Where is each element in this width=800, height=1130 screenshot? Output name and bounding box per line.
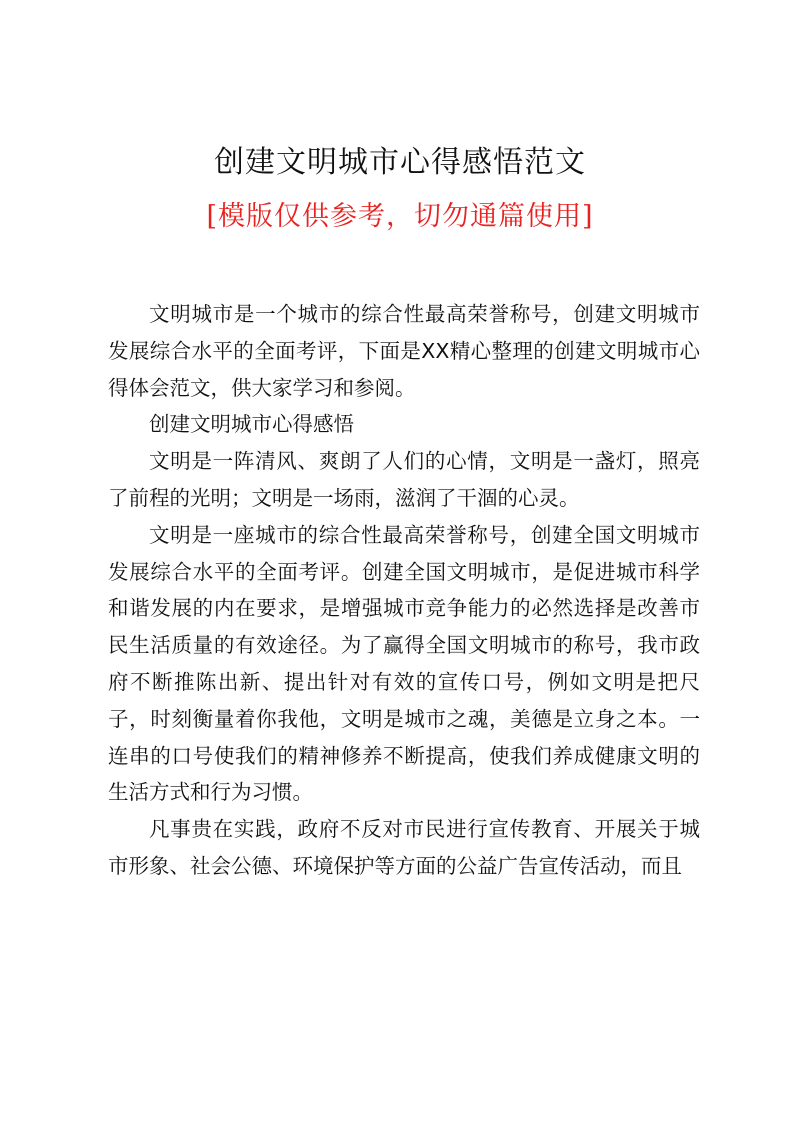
paragraph-intro: 文明城市是一个城市的综合性最高荣誉称号，创建文明城市发展综合水平的全面考评，下面是XX精心整理的创建文明城市心得体会范文，供大家学习和参阅。 bbox=[108, 302, 700, 400]
document-subtitle: [模版仅供参考，切勿通篇使用] bbox=[206, 201, 594, 232]
paragraph-city-honor: 文明是一座城市的综合性最高荣誉称号，创建全国文明城市发展综合水平的全面考评。创建全国文明城市，是促进城市科学和谐发展的内在要求，是增强城市竞争能力的必然选择是改善市民生活质量的有效途径。为了赢得全国文明城市的称号，我市政府不断推陈出新、提出针对有效的宣传口号，例如文明是把尺子，时刻衡量着你我他，文明是城市之魂，美德是立身之本。一连串的口号使我们的精神修养不断提高，使我们养成健康文明的生活方式和行为习惯。 bbox=[108, 522, 700, 805]
document-body bbox=[108, 296, 700, 885]
paragraph-breeze: 文明是一阵清风、爽朗了人们的心情，文明是一盏灯，照亮了前程的光明；文明是一场雨，滋润了干涸的心灵。 bbox=[108, 449, 700, 510]
paragraph-practice: 凡事贵在实践，政府不反对市民进行宣传教育、开展关于城市形象、社会公德、环境保护等方面的公益广告宣传活动，而且 bbox=[108, 817, 700, 878]
section-heading: 创建文明城市心得感悟 bbox=[149, 412, 354, 437]
document-title: 创建文明城市心得感悟范文 bbox=[214, 145, 586, 180]
